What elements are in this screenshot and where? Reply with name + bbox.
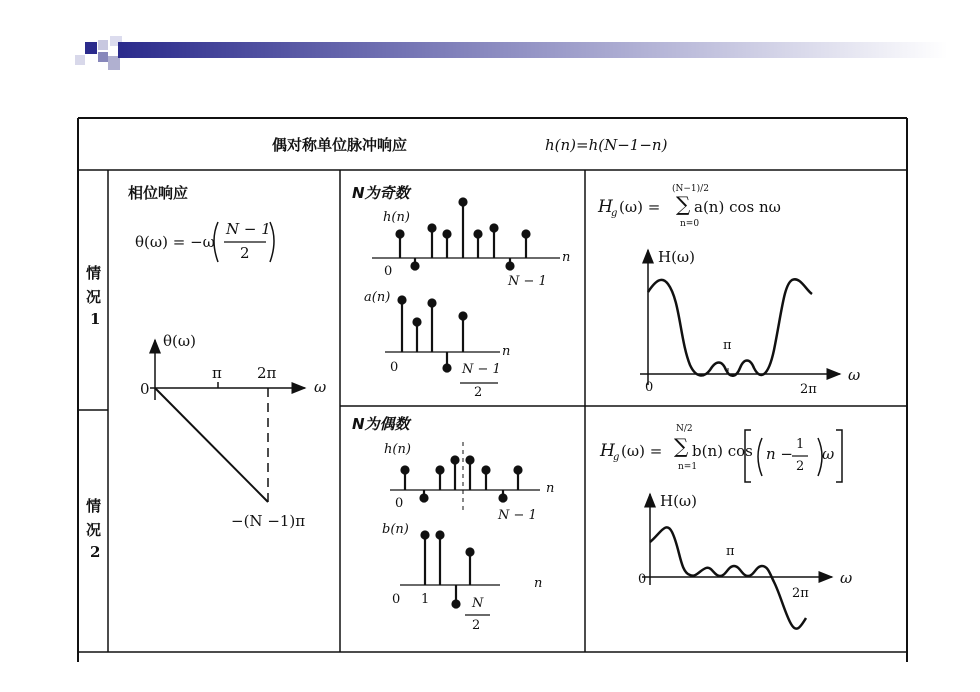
phase-origin: 0 (140, 380, 150, 398)
mag2-formula-sub: g (613, 452, 620, 463)
phase-heading: 相位响应 (128, 184, 189, 202)
even-end: N − 1 (498, 508, 537, 523)
mag2-ylabel: H(ω) (660, 492, 698, 510)
mag2-tick-pi: π (726, 544, 735, 559)
odd-n-label: n (562, 250, 571, 265)
even-h-stems (390, 442, 540, 510)
mag2-formula-lhs: H (600, 441, 615, 461)
phase-formula-lhs: θ(ω) = −ω (135, 233, 215, 251)
row2-label-1: 情 (86, 497, 102, 515)
phase-end-label: −(N −1)π (231, 512, 306, 530)
even-b-n: n (534, 576, 543, 591)
phase-xlabel: ω (314, 378, 327, 396)
mag2-formula-mid: (ω) = (621, 442, 663, 460)
mag2-tick-2pi: 2π (792, 586, 809, 601)
header-title: 偶对称单位脉冲响应 (272, 136, 408, 154)
phase-frac-den: 2 (240, 244, 250, 262)
mag1-formula-sub: g (611, 208, 618, 219)
even-frac-den: 2 (472, 618, 481, 633)
mag2-omega: ω (822, 445, 835, 463)
even-n-label: n (546, 481, 555, 496)
mag1-xlabel: ω (848, 366, 861, 384)
row2-label-3: 2 (90, 543, 101, 561)
even-b-label: b(n) (382, 522, 409, 537)
header-formula: h(n)=h(N−1−n) (545, 136, 668, 154)
odd-frac-den: 2 (474, 385, 483, 400)
odd-a-stems (385, 297, 500, 372)
odd-a-n: n (502, 344, 511, 359)
odd-frac-num: N − 1 (462, 362, 501, 377)
phase-tick-pi: π (212, 364, 222, 382)
even-h-label: h(n) (384, 442, 411, 457)
odd-heading: N为奇数 (352, 184, 410, 202)
mag1-origin: 0 (645, 380, 654, 395)
even-zero: 0 (395, 496, 404, 511)
mag1-sum-bottom: n=0 (680, 219, 700, 229)
odd-a-zero: 0 (390, 360, 399, 375)
row1-label-3: 1 (90, 310, 101, 328)
even-b-zero: 0 (392, 592, 401, 607)
mag1-tick-pi: π (723, 338, 732, 353)
mag2-half-num: 1 (796, 437, 805, 452)
mag2-sigma-symbol: ∑ (674, 434, 689, 458)
row1-label-2: 况 (86, 288, 102, 306)
mag2-inner-n: n − (766, 445, 793, 463)
odd-h-label: h(n) (383, 210, 410, 225)
mag2-sum-top: N/2 (676, 424, 693, 434)
phase-frac-num: N − 1 (226, 220, 271, 238)
phase-ylabel: θ(ω) (163, 332, 196, 350)
odd-end: N − 1 (508, 274, 547, 289)
row1-label-1: 情 (86, 264, 102, 282)
mag1-sum-top: (N−1)/2 (672, 184, 709, 194)
even-b-stems (400, 532, 500, 608)
odd-zero: 0 (384, 264, 393, 279)
mag1-formula-rhs: a(n) cos nω (694, 198, 781, 216)
mag1-formula-lhs: H (598, 197, 613, 217)
odd-a-label: a(n) (364, 290, 391, 305)
phase-tick-2pi: 2π (257, 364, 277, 382)
mag1-tick-2pi: 2π (800, 382, 817, 397)
mag2-formula-rhs: b(n) cos (692, 442, 753, 460)
mag1-formula-mid: (ω) = (619, 198, 661, 216)
mag1-sigma-symbol: ∑ (676, 192, 691, 216)
mag2-origin: 0 (638, 572, 647, 587)
even-b-one: 1 (421, 592, 430, 607)
even-heading: N为偶数 (352, 415, 410, 433)
row2-label-2: 况 (86, 521, 102, 539)
mag2-half-den: 2 (796, 459, 805, 474)
mag2-sum-bottom: n=1 (678, 462, 698, 472)
even-frac-num: N (472, 596, 484, 611)
mag1-ylabel: H(ω) (658, 248, 696, 266)
mag2-xlabel: ω (840, 569, 853, 587)
